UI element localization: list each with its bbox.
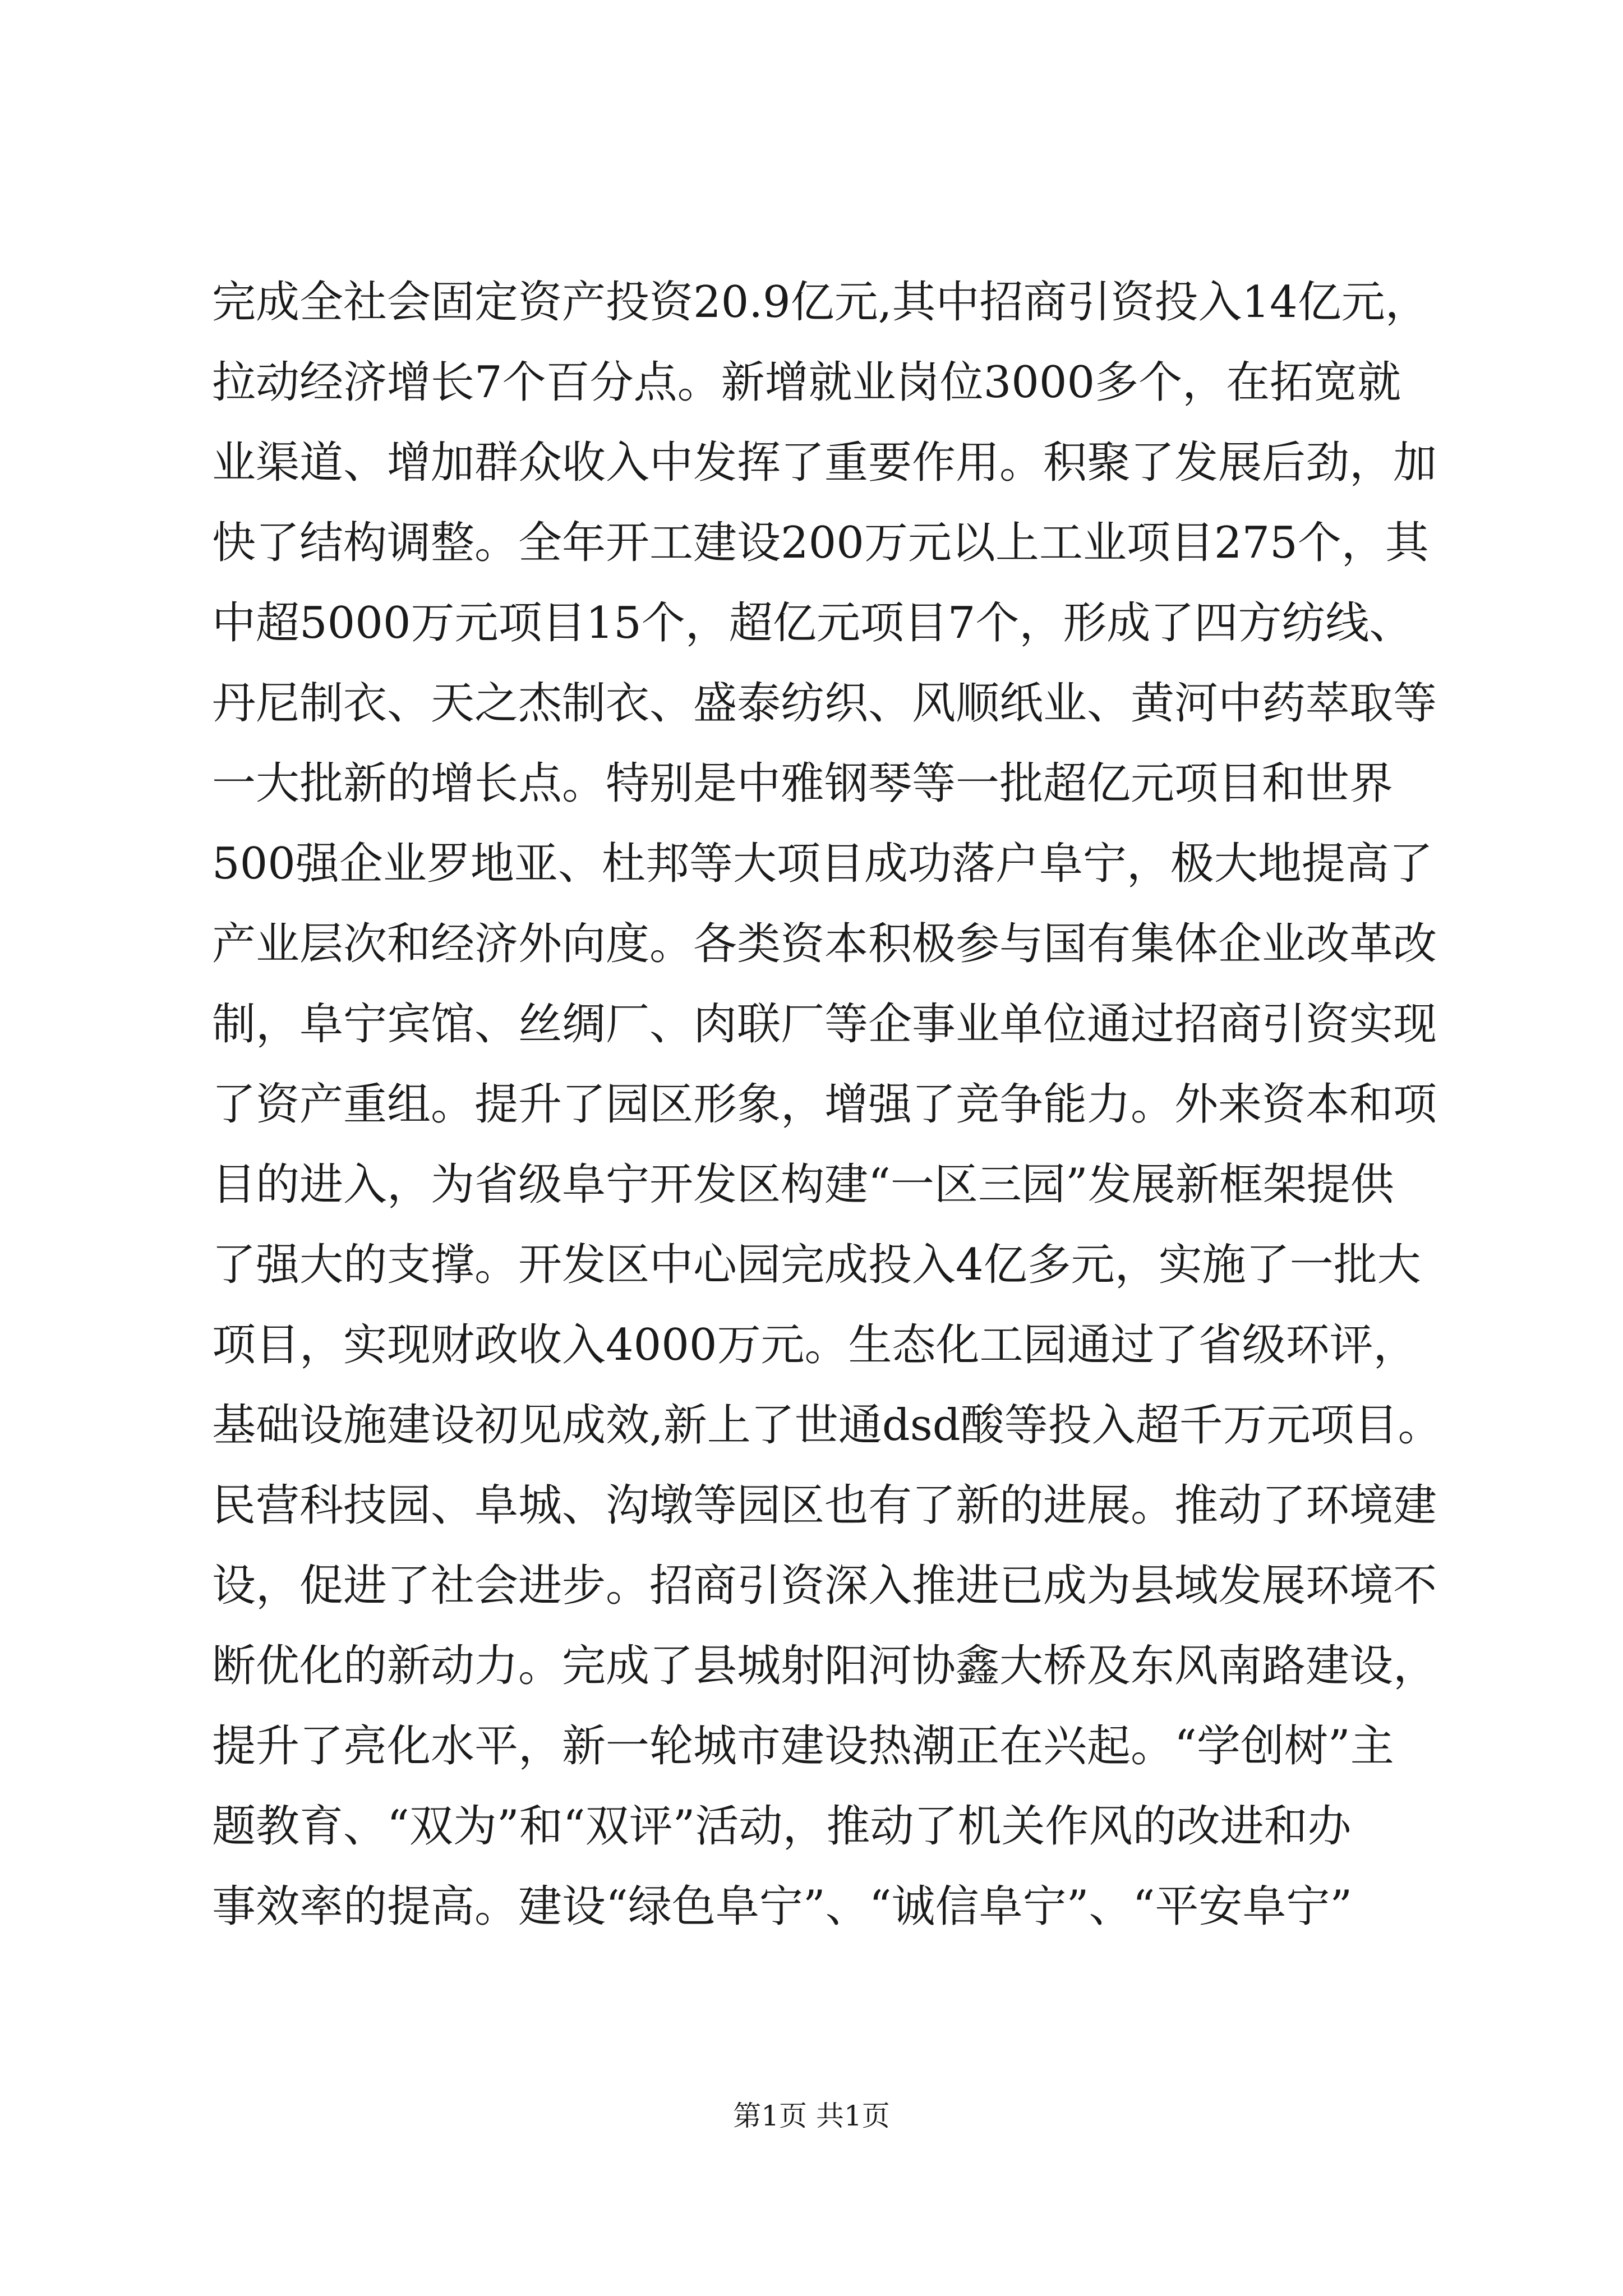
text-line: 中超5000万元项目15个，超亿元项目7个，形成了四方纺线、 [212,598,1413,648]
text-line: 项目，实现财政收入4000万元。生态化工园通过了省级环评， [212,1320,1417,1370]
text-line: 完成全社会固定资产投资20.9亿元,其中招商引资投入14亿元， [212,277,1429,328]
text-line: 产业层次和经济外向度。各类资本积极参与国有集体企业改革改 [212,919,1437,969]
text-line: 目的进入，为省级阜宁开发区构建“一区三园”发展新框架提供 [212,1159,1394,1210]
text-line: 提升了亮化水平，新一轮城市建设热潮正在兴起。“学创树”主 [212,1721,1394,1772]
text-line: 拉动经济增长7个百分点。新增就业岗位3000多个，在拓宽就 [212,357,1401,408]
text-line: 业渠道、增加群众收入中发挥了重要作用。积聚了发展后劲，加 [212,438,1437,488]
text-line: 民营科技园、阜城、沟墩等园区也有了新的进展。推动了环境建 [212,1480,1437,1531]
text-line: 断优化的新动力。完成了县城射阳河协鑫大桥及东风南路建设， [212,1641,1437,1691]
text-line: 题教育、“双为”和“双评”活动，推动了机关作风的改进和办 [212,1801,1352,1852]
text-line: 快了结构调整。全年开工建设200万元以上工业项目275个，其 [212,518,1429,568]
text-line: 基础设施建设初见成效,新上了世通dsd酸等投入超千万元项目。 [212,1400,1442,1451]
text-line: 事效率的提高。建设“绿色阜宁”、“诚信阜宁”、“平安阜宁” [212,1881,1353,1932]
text-line: 了强大的支撑。开发区中心园完成投入4亿多元，实施了一批大 [212,1240,1421,1290]
text-line: 了资产重组。提升了园区形象，增强了竞争能力。外来资本和项 [212,1079,1437,1130]
body-text [212,263,1442,1947]
text-line: 一大批新的增长点。特别是中雅钢琴等一批超亿元项目和世界 [212,758,1394,809]
text-line: 丹尼制衣、天之杰制衣、盛泰纺织、风顺纸业、黄河中药萃取等 [212,678,1437,729]
text-line: 500强企业罗地亚、杜邦等大项目成功落户阜宁，极大地提高了 [212,839,1433,889]
text-line: 制，阜宁宾馆、丝绸厂、肉联厂等企事业单位通过招商引资实现 [212,999,1437,1050]
page-footer: 第1页 共1页 [733,2100,890,2132]
text-line: 设，促进了社会进步。招商引资深入推进已成为县域发展环境不 [212,1561,1437,1611]
